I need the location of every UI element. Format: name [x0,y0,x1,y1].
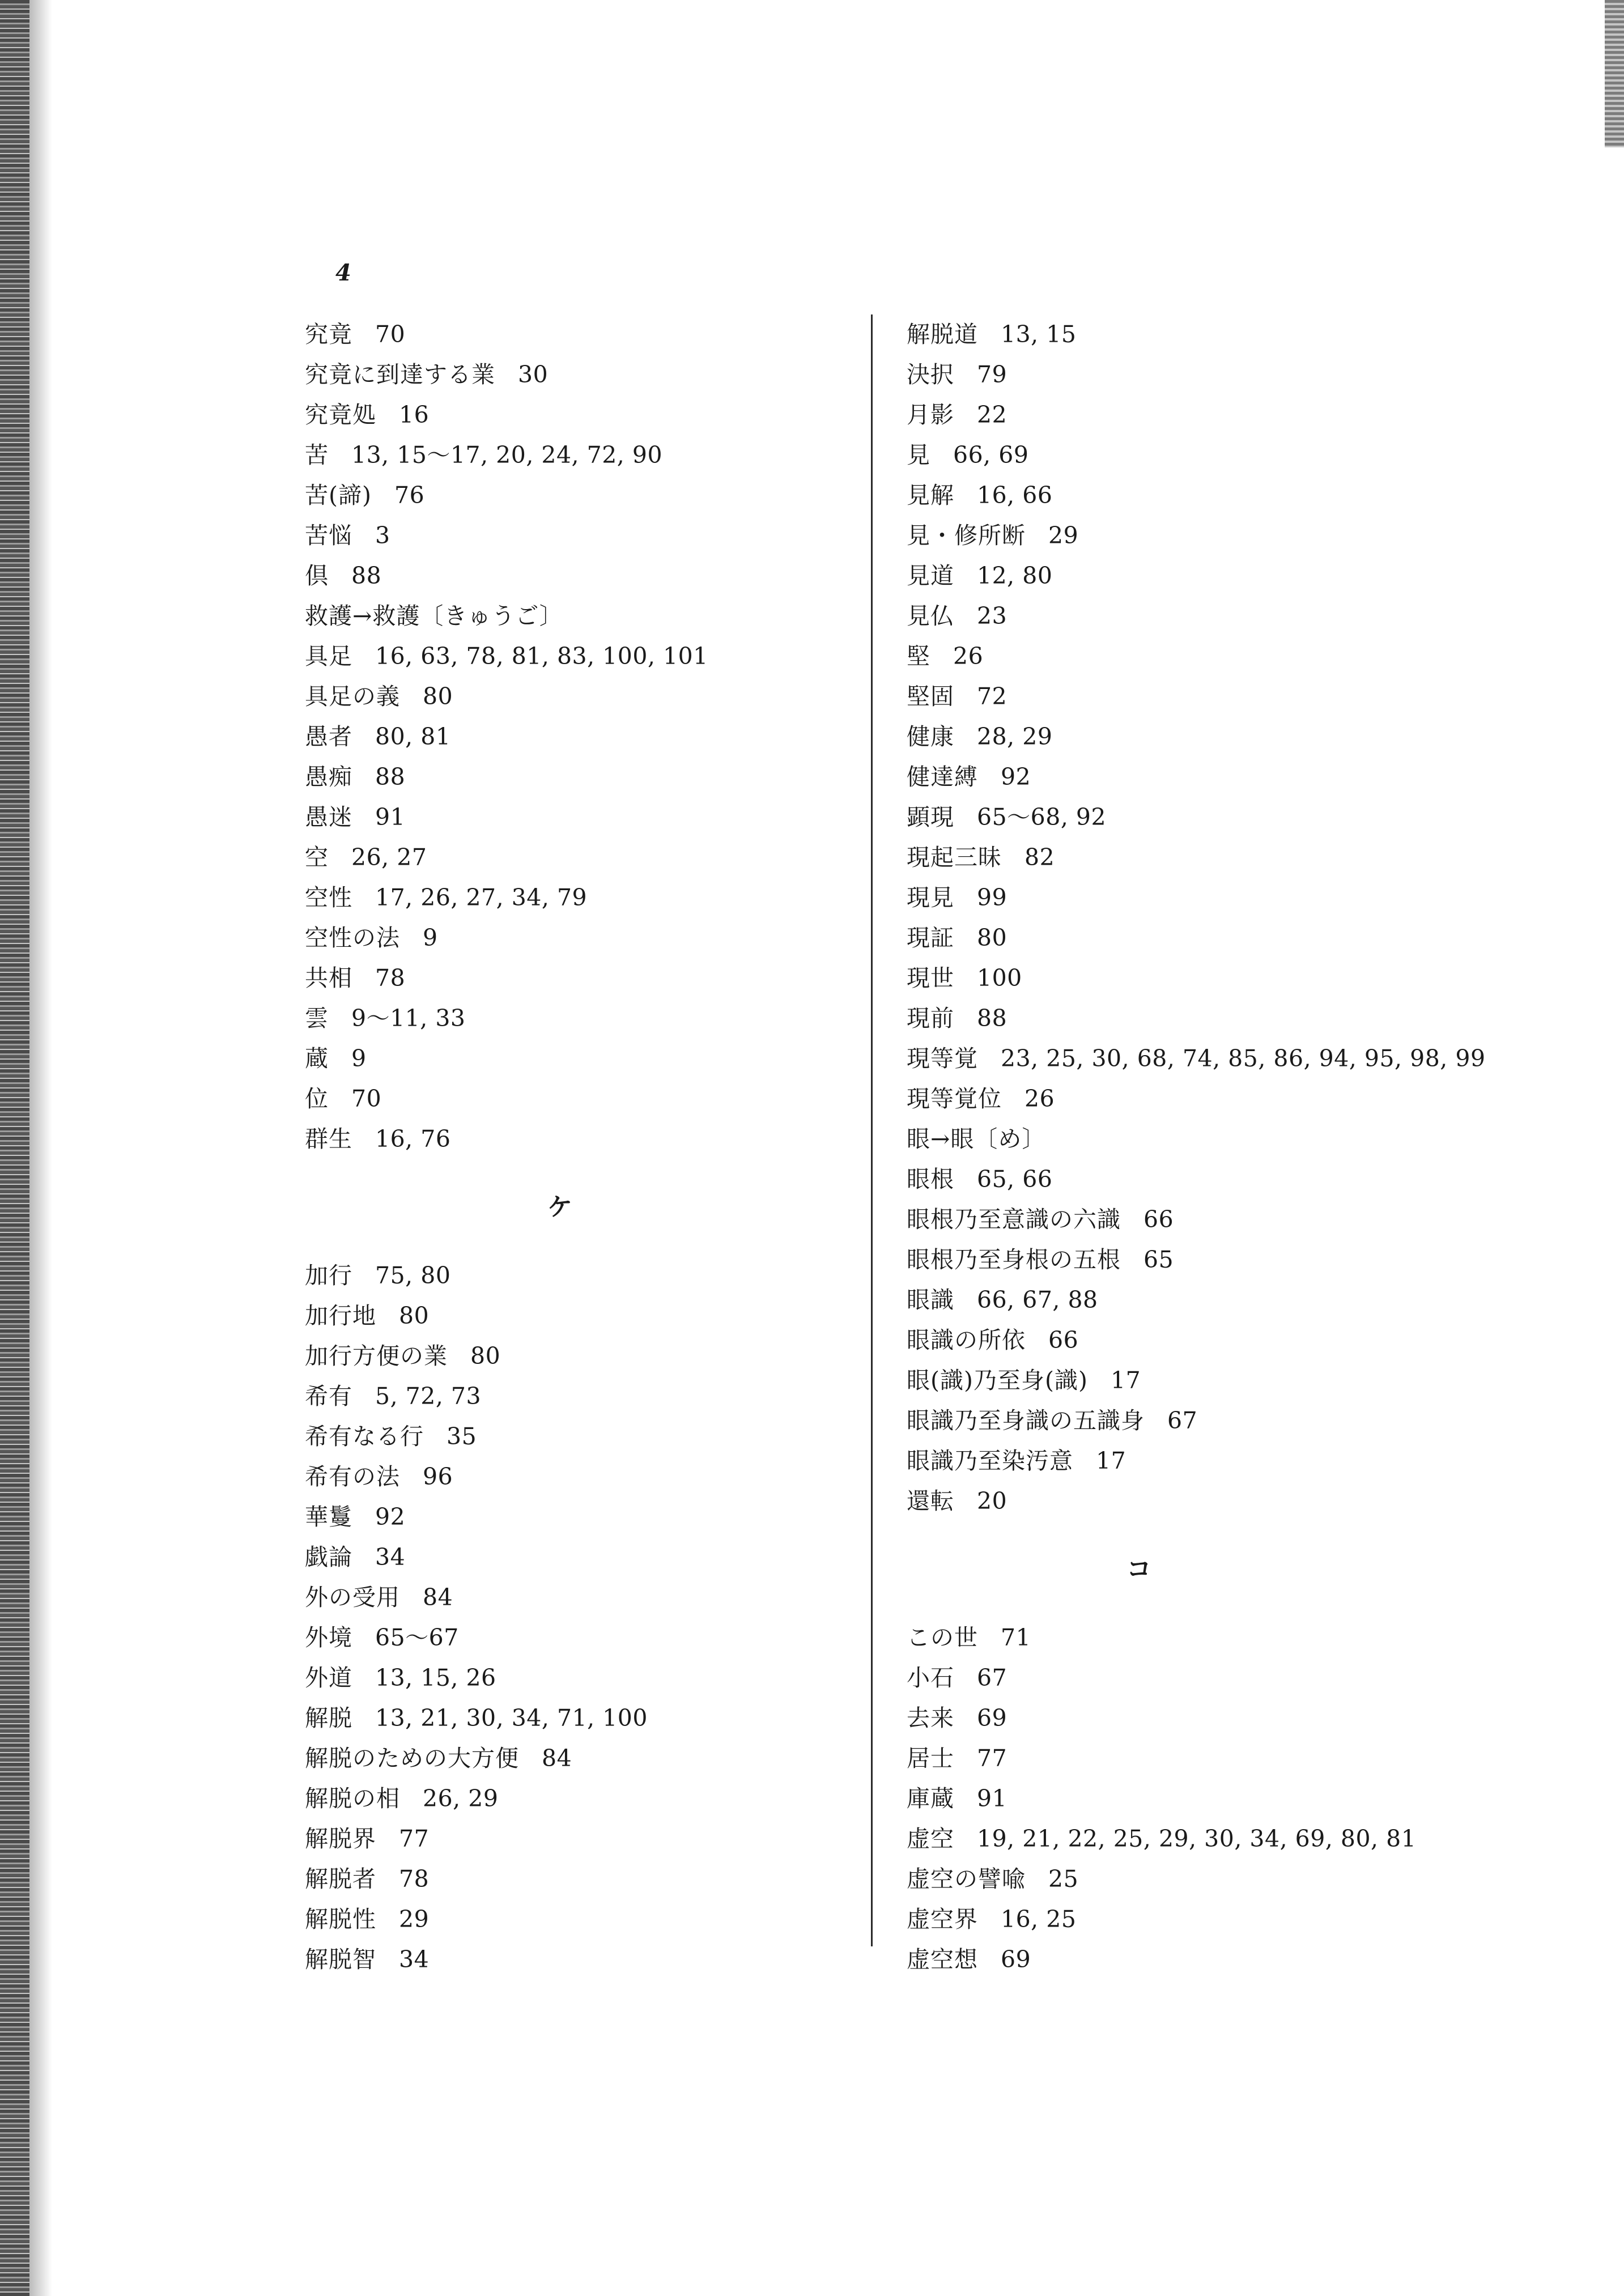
scan-edge-right [1605,0,1624,147]
index-pages: 66 [1143,1206,1174,1233]
index-pages: 100 [977,964,1022,992]
index-term: 眼識 [907,1286,954,1313]
index-pages: 3 [375,522,390,549]
index-term: 居士 [907,1745,954,1772]
index-entry [907,1899,1575,1940]
index-pages: 66 [1048,1326,1079,1354]
index-term: 外道 [305,1664,352,1691]
index-entry [305,1039,849,1079]
index-entry [305,1256,849,1296]
index-pages: 17 [1096,1447,1126,1474]
index-term: 眼(識)乃至身(識) [907,1367,1088,1394]
index-entry [907,1698,1575,1738]
index-entry [305,596,849,636]
index-pages: 9〜11, 33 [351,1005,466,1032]
index-entry [305,797,849,837]
index-term: 倶 [305,562,329,589]
index-entry [305,1079,849,1119]
index-entry [907,837,1575,878]
index-entry [907,1360,1575,1401]
index-pages: 16 [399,401,430,428]
index-entry [907,596,1575,636]
column-divider [871,314,873,1946]
index-entry [305,878,849,918]
index-pages: 16, 66 [977,482,1053,509]
index-term: 空性の法 [305,924,400,951]
index-term: 眼→眼〔め〕 [907,1125,1046,1153]
index-entry [907,878,1575,918]
index-pages: 22 [977,401,1007,428]
index-entry [907,757,1575,797]
index-pages: 65〜68, 92 [977,803,1107,831]
index-entry [305,1296,849,1336]
index-pages: 88 [977,1005,1007,1032]
index-term: 小石 [907,1664,954,1691]
index-entry [907,1819,1575,1859]
index-entry [305,1578,849,1618]
index-term: 位 [305,1085,329,1112]
index-term: 解脱 [305,1704,352,1732]
index-pages: 76 [394,482,425,509]
index-entry [907,1940,1575,1980]
index-entry [907,1200,1575,1240]
index-pages: 20 [977,1487,1007,1515]
index-entry [907,1441,1575,1481]
index-entry [907,1320,1575,1360]
index-pages: 91 [375,803,406,831]
index-entry [305,1537,849,1578]
index-pages: 17 [1110,1367,1141,1394]
index-entry [305,1658,849,1698]
index-term: 虚空 [907,1825,954,1852]
index-pages: 13, 15〜17, 20, 24, 72, 90 [351,441,663,469]
index-term: 眼根乃至意識の六識 [907,1206,1121,1233]
index-pages: 70 [351,1085,382,1112]
index-entry [305,1940,849,1980]
index-pages: 82 [1024,844,1055,871]
index-pages: 99 [977,884,1007,911]
index-pages: 30 [518,361,549,388]
index-entry [305,757,849,797]
index-term: 具足 [305,643,352,670]
index-pages: 77 [399,1825,430,1852]
scan-edge-shadow [29,0,52,2296]
index-term: 現等覚位 [907,1085,1002,1112]
index-pages: 16, 76 [375,1125,451,1153]
index-term: 苦悩 [305,522,352,549]
index-term: この世 [907,1624,978,1651]
index-term: 堅固 [907,683,954,710]
index-term: 具足の義 [305,683,400,710]
index-entry [305,1497,849,1537]
index-pages: 9 [423,924,438,951]
index-entry [907,958,1575,998]
index-entry [907,1738,1575,1779]
index-pages: 29 [1048,522,1079,549]
index-pages: 13, 15, 26 [375,1664,496,1691]
index-entry [907,1401,1575,1441]
index-pages: 66, 67, 88 [977,1286,1098,1313]
index-entry [907,314,1575,355]
index-pages: 80 [399,1302,430,1329]
index-pages: 80 [423,683,453,710]
index-term: 愚者 [305,723,352,750]
index-term: 加行 [305,1262,352,1289]
index-term: 究竟に到達する業 [305,361,495,388]
index-pages: 17, 26, 27, 34, 79 [375,884,588,911]
index-term: 華鬘 [305,1503,352,1530]
index-term: 眼識乃至身識の五識身 [907,1407,1145,1434]
index-entry [907,435,1575,475]
index-term: 空 [305,844,329,871]
index-column-right [907,314,1575,1980]
index-pages: 77 [977,1745,1007,1772]
index-term: 顕現 [907,803,954,831]
index-term: 虚空想 [907,1946,978,1973]
index-entry [907,1779,1575,1819]
section-header: コ [1126,1555,1151,1584]
index-entry [907,1859,1575,1899]
index-entry [305,1698,849,1738]
index-pages: 79 [977,361,1007,388]
index-entry [907,918,1575,958]
index-term: 共相 [305,964,352,992]
index-entry [907,1618,1575,1658]
index-entry [305,1738,849,1779]
index-entry [305,516,849,556]
index-term: 月影 [907,401,954,428]
index-entry [907,355,1575,395]
index-entry [305,1457,849,1497]
index-entry [305,395,849,435]
index-entry [907,998,1575,1039]
index-term: 見仏 [907,602,954,630]
index-pages: 23, 25, 30, 68, 74, 85, 86, 94, 95, 98, 99 [1001,1045,1486,1072]
index-pages: 92 [1001,763,1031,790]
index-entry [305,998,849,1039]
index-term: 究竟 [305,321,352,348]
index-pages: 80, 81 [375,723,451,750]
index-term: 希有の法 [305,1463,400,1490]
index-term: 解脱者 [305,1865,376,1893]
index-term: 堅 [907,643,930,670]
index-term: 解脱智 [305,1946,376,1973]
index-pages: 16, 63, 78, 81, 83, 100, 101 [375,643,708,670]
index-pages: 26 [953,643,984,670]
index-pages: 88 [351,562,382,589]
index-entry [305,1618,849,1658]
index-pages: 12, 80 [977,562,1053,589]
index-entry [305,1819,849,1859]
index-term: 現見 [907,884,954,911]
index-pages: 78 [399,1865,430,1893]
index-entry [907,475,1575,516]
index-term: 希有なる行 [305,1423,424,1450]
index-entry [907,1240,1575,1280]
index-pages: 92 [375,1503,406,1530]
index-term: 蔵 [305,1045,329,1072]
index-term: 外境 [305,1624,352,1651]
index-term: 庫蔵 [907,1785,954,1812]
index-entry [907,1481,1575,1521]
index-pages: 65 [1143,1246,1174,1273]
index-term: 加行地 [305,1302,376,1329]
index-pages: 69 [977,1704,1007,1732]
index-term: 究竟処 [305,401,376,428]
index-term: 見道 [907,562,954,589]
index-entry [305,1336,849,1376]
index-entry [907,1119,1575,1159]
scan-edge-left [0,0,29,2296]
page-number: 4 [335,260,351,286]
index-term: 加行方便の業 [305,1342,448,1370]
index-pages: 96 [423,1463,453,1490]
index-term: 苦(諦) [305,482,372,509]
index-term: 解脱の相 [305,1785,400,1812]
index-pages: 34 [375,1544,406,1571]
index-entry [907,797,1575,837]
index-term: 眼識乃至染汚意 [907,1447,1073,1474]
index-pages: 80 [977,924,1007,951]
index-term: 愚痴 [305,763,352,790]
index-term: 現世 [907,964,954,992]
index-entry [305,958,849,998]
index-pages: 67 [1167,1407,1198,1434]
index-pages: 29 [399,1906,430,1933]
index-entry [907,556,1575,596]
index-pages: 66, 69 [953,441,1029,469]
index-pages: 26, 29 [423,1785,499,1812]
index-pages: 26 [1024,1085,1055,1112]
index-entry [305,918,849,958]
index-term: 解脱道 [907,321,978,348]
index-term: 解脱界 [305,1825,376,1852]
index-pages: 13, 15 [1001,321,1077,348]
index-pages: 23 [977,602,1007,630]
index-term: 空性 [305,884,352,911]
index-pages: 91 [977,1785,1007,1812]
index-pages: 65〜67 [375,1624,459,1651]
index-entry [305,677,849,717]
index-pages: 25 [1048,1865,1079,1893]
index-pages: 80 [470,1342,501,1370]
index-term: 還転 [907,1487,954,1515]
index-pages: 5, 72, 73 [375,1383,482,1410]
index-entry [305,1119,849,1159]
index-entry [907,677,1575,717]
index-pages: 26, 27 [351,844,427,871]
index-entry [305,1899,849,1940]
index-entry [907,1658,1575,1698]
index-pages: 34 [399,1946,430,1973]
index-term: 苦 [305,441,329,469]
index-pages: 70 [375,321,406,348]
index-entry [907,1079,1575,1119]
index-pages: 9 [351,1045,367,1072]
index-term: 現前 [907,1005,954,1032]
index-term: 解脱のための大方便 [305,1745,519,1772]
index-pages: 69 [1001,1946,1031,1973]
index-pages: 78 [375,964,406,992]
index-entry [305,837,849,878]
index-term: 雲 [305,1005,329,1032]
index-term: 希有 [305,1383,352,1410]
index-pages: 19, 21, 22, 25, 29, 30, 34, 69, 80, 81 [977,1825,1417,1852]
index-term: 虚空界 [907,1906,978,1933]
index-entry [907,636,1575,677]
index-entry [907,1159,1575,1200]
index-entry [305,636,849,677]
index-pages: 75, 80 [375,1262,451,1289]
index-term: 救護→救護〔きゅうご〕 [305,602,563,630]
index-term: 見・修所断 [907,522,1026,549]
index-term: 群生 [305,1125,352,1153]
index-term: 眼根 [907,1166,954,1193]
index-entry [305,355,849,395]
index-term: 眼識の所依 [907,1326,1026,1354]
index-term: 現等覚 [907,1045,978,1072]
index-term: 外の受用 [305,1584,400,1611]
index-term: 戯論 [305,1544,352,1571]
index-pages: 65, 66 [977,1166,1053,1193]
index-entry [305,717,849,757]
index-entry [907,395,1575,435]
index-pages: 71 [1001,1624,1031,1651]
section-header: ケ [547,1193,572,1222]
index-pages: 16, 25 [1001,1906,1077,1933]
index-term: 眼根乃至身根の五根 [907,1246,1121,1273]
index-pages: 28, 29 [977,723,1053,750]
index-term: 現起三昧 [907,844,1002,871]
index-column-left [305,314,849,1980]
index-entry [305,1859,849,1899]
index-entry [907,717,1575,757]
index-term: 現証 [907,924,954,951]
index-pages: 84 [542,1745,572,1772]
index-pages: 72 [977,683,1007,710]
index-pages: 84 [423,1584,453,1611]
index-pages: 13, 21, 30, 34, 71, 100 [375,1704,648,1732]
index-entry [305,475,849,516]
index-entry [305,1417,849,1457]
index-entry [305,1779,849,1819]
index-term: 虚空の譬喩 [907,1865,1026,1893]
index-term: 去来 [907,1704,954,1732]
index-pages: 67 [977,1664,1007,1691]
index-entry [907,516,1575,556]
index-term: 健達縛 [907,763,978,790]
index-entry [305,314,849,355]
index-term: 見 [907,441,930,469]
index-entry [305,1376,849,1417]
index-term: 解脱性 [305,1906,376,1933]
index-term: 健康 [907,723,954,750]
index-pages: 35 [447,1423,477,1450]
index-term: 決択 [907,361,954,388]
index-entry [907,1280,1575,1320]
index-term: 愚迷 [305,803,352,831]
index-pages: 88 [375,763,406,790]
index-term: 見解 [907,482,954,509]
index-entry [305,435,849,475]
index-entry [907,1039,1575,1079]
index-entry [305,556,849,596]
